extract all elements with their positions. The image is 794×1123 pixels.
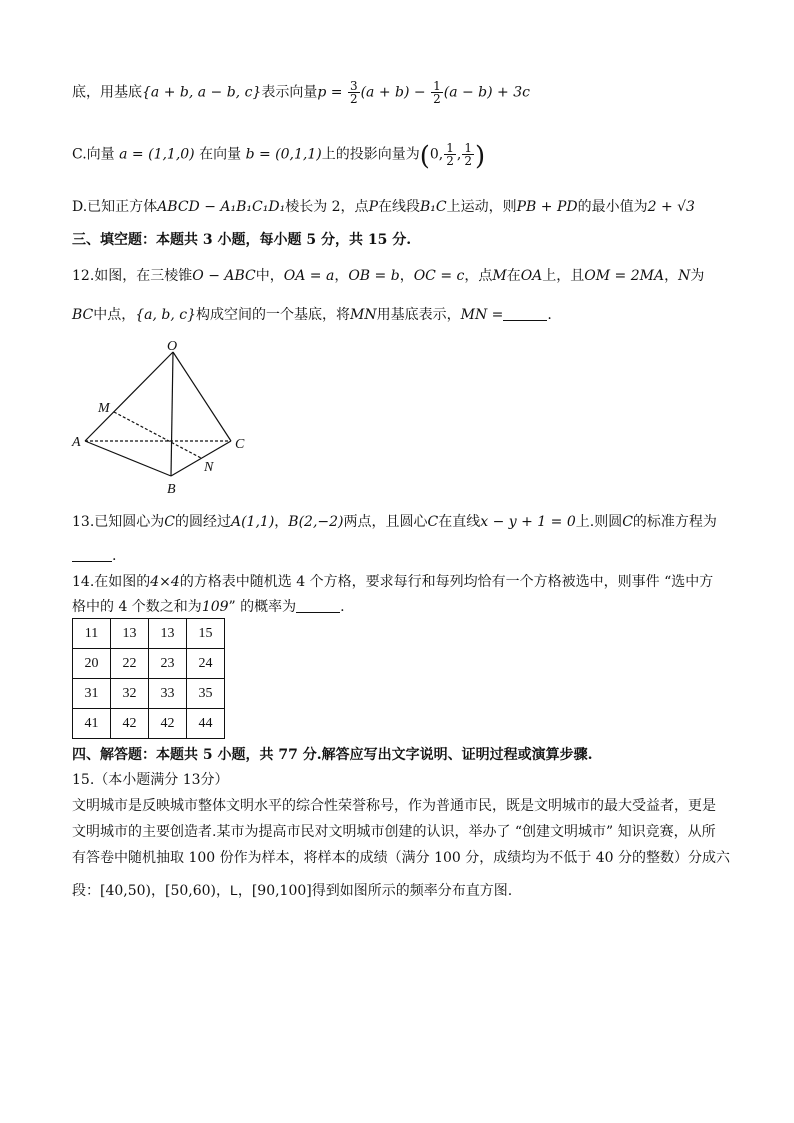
grid-row <box>73 709 225 739</box>
text: 为 <box>690 268 705 284</box>
question-13 <box>72 512 717 532</box>
label-n: N <box>204 460 214 475</box>
sum-value: 109 <box>201 599 229 615</box>
grid-cell: 42 <box>149 709 187 739</box>
text: ， <box>216 883 231 899</box>
answer-blank[interactable] <box>503 306 547 321</box>
tetrahedron: O − ABC <box>192 268 256 284</box>
text: 上，且 <box>542 268 585 284</box>
expr: (a − b) + 3c <box>443 84 530 101</box>
text: 在直线 <box>438 514 481 530</box>
question-13-answer <box>72 546 116 566</box>
text: 得到如图所示的频率分布直方图. <box>311 883 513 899</box>
expr: (a + b) − <box>360 84 426 101</box>
question-15-para-line3: 有答卷中随机抽取 100 份作为样本，将样本的成绩（满分 100 分，成绩均为不低于 40 分的整数）分成六 <box>72 850 730 866</box>
coord: 0, <box>429 146 444 163</box>
question-15-para-line1: 文明城市是反映城市整体文明水平的综合性荣誉称号，作为普通市民，既是文明城市的最大受益者，更是 <box>72 798 716 814</box>
text: . <box>340 599 345 615</box>
paren-left: ( <box>419 141 430 172</box>
circle-c: C <box>164 514 175 530</box>
basis-set: {a, b, c} <box>135 307 197 323</box>
vector-a: a = (1,1,0) <box>119 146 195 163</box>
grid-row <box>73 619 225 649</box>
vector-oc: OC = c <box>413 268 465 284</box>
interval: [90,100] <box>251 883 312 899</box>
grid-cell: 35 <box>187 679 225 709</box>
question-15-header: 15.（本小题满分 13分） <box>72 772 229 788</box>
text: 上运动，则 <box>446 199 517 215</box>
question-15-para-line4 <box>72 880 512 901</box>
grid-cell: 31 <box>73 679 111 709</box>
label-a: A <box>72 435 81 450</box>
question-14-line1 <box>72 572 713 592</box>
segment-oa: OA <box>520 268 543 284</box>
question-12-line1: 12.如图，在三棱锥O − ABC中，OA = a，OB = b，OC = c，点M在OA上，且OM = 2MA，N为 <box>72 268 705 284</box>
label-c: C <box>235 437 245 452</box>
expr: PB + PD <box>516 199 578 215</box>
segment-bc: BC <box>72 307 94 323</box>
text: ，点 <box>464 268 493 284</box>
answer-blank[interactable] <box>296 598 340 613</box>
edge-ob <box>171 352 173 476</box>
answer-blank[interactable] <box>72 547 112 562</box>
text: 用基底表示， <box>376 307 461 323</box>
vector-b: b = (0,1,1) <box>245 146 322 163</box>
label-m: M <box>98 401 110 416</box>
grid-row <box>73 679 225 709</box>
edge-ab <box>85 441 171 476</box>
grid-cell: 41 <box>73 709 111 739</box>
text: 的方格表中随机选 4 个方格，要求每行和每列均恰有一个方格被选中，则事件 “选中方 <box>179 574 714 590</box>
tetrahedron-figure <box>70 336 260 498</box>
relation: OM = 2MA <box>584 268 665 284</box>
segment: B₁C <box>419 199 447 215</box>
section-three-title: 三、填空题：本题共 3 小题，每小题 5 分，共 15 分. <box>72 232 412 248</box>
question-14-line2 <box>72 597 345 617</box>
text: 的最小值为 <box>577 199 648 215</box>
paren-right: ) <box>474 141 486 172</box>
ellipsis: L <box>230 882 238 898</box>
grid-cell: 23 <box>149 649 187 679</box>
fraction: $\frac{1}{2}$ <box>433 79 441 106</box>
fraction: $\frac{3}{2}$ <box>349 79 358 106</box>
text: 在 <box>506 268 521 284</box>
point-a: A(1,1) <box>230 514 275 530</box>
text: 14.在如图的 <box>72 574 151 590</box>
grid-cell: 44 <box>187 709 225 739</box>
interval: [40,50) <box>100 883 152 899</box>
fraction: $\frac{1}{2}$ <box>446 141 454 168</box>
circle-c: C <box>427 514 439 530</box>
text: 底，用基底 <box>72 84 142 101</box>
question-12-line2 <box>72 305 552 325</box>
option-b-tail <box>72 80 530 105</box>
text: ， <box>151 883 166 899</box>
text: ， <box>664 268 679 284</box>
grid-row <box>73 649 225 679</box>
grid-cell: 24 <box>187 649 225 679</box>
text: 的标准方程为 <box>632 514 717 530</box>
option-c: C.向量 a = (1,1,0) 在向量 b = (0,1,1)上的投影向量为(0, $\frac{1}{2}$ , $\frac{1}{2}$ ) <box>72 141 486 172</box>
text: 在向量 <box>199 146 242 163</box>
text: 上的投影向量为 <box>321 146 420 163</box>
grid-cell: 33 <box>149 679 187 709</box>
text: 构成空间的一个基底，将 <box>196 307 351 323</box>
text: 中， <box>255 268 284 284</box>
option-d <box>72 197 695 217</box>
text: 表示向量 <box>261 84 318 101</box>
grid-cell: 13 <box>111 619 149 649</box>
fraction: $\frac{1}{2}$ <box>464 141 472 168</box>
text: 棱长为 2，点 <box>285 199 369 215</box>
vector-oa: OA = a <box>283 268 335 284</box>
text: 12.如图，在三棱锥 <box>72 268 193 284</box>
text: 中点， <box>93 307 136 323</box>
point-m: M <box>492 268 507 284</box>
text: . <box>547 307 552 323</box>
vector-mn: MN <box>350 307 377 323</box>
section-four-title: 四、解答题：本题共 5 小题，共 77 分.解答应写出文字说明、证明过程或演算步骤. <box>72 747 593 763</box>
grid-cell: 20 <box>73 649 111 679</box>
text: 的圆经过 <box>174 514 231 530</box>
text: ， <box>237 883 252 899</box>
basis-set: {a + b, a − b, c} <box>142 84 262 101</box>
edge-oc <box>173 352 231 441</box>
question-15-para-line2: 文明城市的主要创造者.某市为提高市民对文明城市创建的认识，举办了 “创建文明城市” 知识竞赛，从所 <box>72 824 716 840</box>
point-b: B(2,−2) <box>288 514 344 530</box>
grid-cell: 15 <box>187 619 225 649</box>
edge-bc <box>171 441 231 476</box>
vector-ob: OB = b <box>348 268 400 284</box>
label-o: O <box>167 339 178 354</box>
text: ” 的概率为 <box>228 599 297 615</box>
number-grid <box>72 618 225 739</box>
text: 段： <box>72 883 100 899</box>
grid-size: 4×4 <box>150 574 180 590</box>
vector-mn: MN = <box>460 307 504 323</box>
grid-cell: 13 <box>149 619 187 649</box>
text: 在线段 <box>377 199 420 215</box>
edge-oa <box>85 352 173 441</box>
vector-p: p = <box>317 84 343 101</box>
text: C.向量 <box>72 146 115 163</box>
point-n: N <box>678 268 691 284</box>
cube-name: ABCD − A₁B₁C₁D₁ <box>157 199 286 215</box>
text: D.已知正方体 <box>72 199 158 215</box>
point-p: P <box>368 199 378 215</box>
text: . <box>112 548 117 564</box>
grid-cell: 32 <box>111 679 149 709</box>
value: 2 + √3 <box>647 199 695 215</box>
circle-c: C <box>622 514 633 530</box>
interval: [50,60) <box>165 883 217 899</box>
segment-mn-hidden <box>114 412 201 458</box>
text: 两点，且圆心 <box>343 514 428 530</box>
grid-cell: 11 <box>73 619 111 649</box>
grid-cell: 22 <box>111 649 149 679</box>
text: 13.已知圆心为 <box>72 514 165 530</box>
label-b: B <box>167 482 176 497</box>
grid-cell: 42 <box>111 709 149 739</box>
text: 格中的 4 个数之和为 <box>72 599 202 615</box>
line-equation: x − y + 1 = 0 <box>480 514 576 530</box>
text: ， <box>274 514 289 530</box>
text: 上.则圆 <box>575 514 623 530</box>
